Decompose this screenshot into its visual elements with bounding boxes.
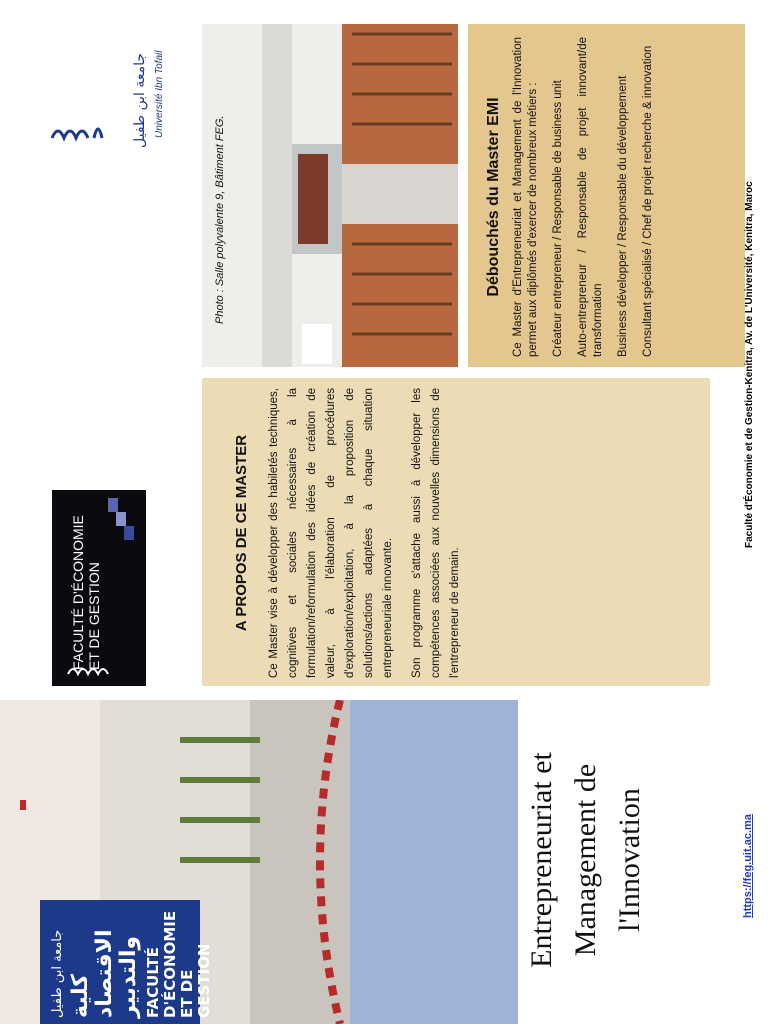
sign-line2: D'ÉCONOMIE — [161, 910, 179, 1018]
faculty-logo-line2: ET DE GESTION — [86, 562, 102, 670]
debouches-item-1: Créateur entrepreneur / Responsable de business unit — [552, 80, 564, 357]
debouches-item-2: Auto-entrepreneur / Responsable de projet innovant/de transformation — [577, 37, 604, 357]
debouches-item-4: Consultant spécialisé / Chef de projet recherche & innovation — [642, 45, 654, 357]
about-panel — [202, 378, 710, 686]
debouches-item-3: Business développer / Responsable du développement — [617, 75, 629, 357]
about-paragraph-1: Ce Master vise à développer des habiletés techniques, cognitives et sociales nécessaires à la formulation/reformulation des idées de création de valeur, à l'élaboration de procédures d'exploration/exploitation, à la proposition de solutions/actions adaptées à chaque situation entrepreneuriale innovante. — [268, 388, 394, 678]
about-paragraph-2: Son programme s'attache aussi à développer les compétences associées aux nouvelles dimensions de l'entrepreneur de demain. — [411, 388, 461, 678]
faculty-address: Faculté d'Économie et de Gestion-Kenitra, Av. de L'Université, Kenitra, Maroc — [744, 181, 755, 548]
cover-panel — [350, 700, 518, 1024]
university-arabic-name: جامعة ابن طفيل — [132, 52, 148, 148]
university-latin-name: Université Ibn Tofail — [154, 50, 165, 138]
cover-title-line3: l'Innovation — [613, 788, 646, 932]
about-title: A PROPOS DE CE MASTER — [233, 434, 250, 632]
sign-arabic-line2: والتدبير — [116, 935, 141, 1018]
lecture-hall-illustration — [202, 24, 458, 367]
faculty-logo-line1: FACULTÉ D'ÉCONOMIE — [70, 515, 86, 670]
faculty-logo — [52, 490, 146, 686]
room-photo — [202, 24, 458, 367]
debouches-intro: Ce Master d'Entrepreneuriat et Management de l'Innovation permet aux diplômés d'exercer de nombreux métiers : — [512, 37, 539, 357]
wave-logo-icon — [66, 660, 136, 680]
cover-title-line2: Management de — [569, 763, 602, 957]
faculty-website-link[interactable]: https://feg.uit.ac.ma — [742, 814, 754, 918]
campus-photo — [0, 700, 350, 1024]
debouches-title: Débouchés du Master EMI — [485, 97, 502, 297]
wave-logo-icon — [50, 108, 110, 148]
logo-square-icon — [116, 512, 126, 526]
sign-line3: ET DE GESTION — [178, 943, 213, 1018]
logo-square-icon — [124, 526, 134, 540]
sign-line1: FACULTÉ — [144, 947, 162, 1018]
cover-title-line1: Entrepreneuriat et — [525, 752, 558, 968]
sign-university: جامعة ابن طفيل — [50, 929, 65, 1018]
sign-arabic-line1: كلية الاقتصاد — [68, 929, 117, 1018]
photo-caption: Photo : Salle polyvalente 9, Bâtiment FEG. — [214, 115, 226, 324]
cover-title — [520, 710, 652, 1010]
debouches-panel — [468, 24, 745, 367]
logo-square-icon — [108, 498, 118, 512]
university-logo — [40, 28, 180, 148]
